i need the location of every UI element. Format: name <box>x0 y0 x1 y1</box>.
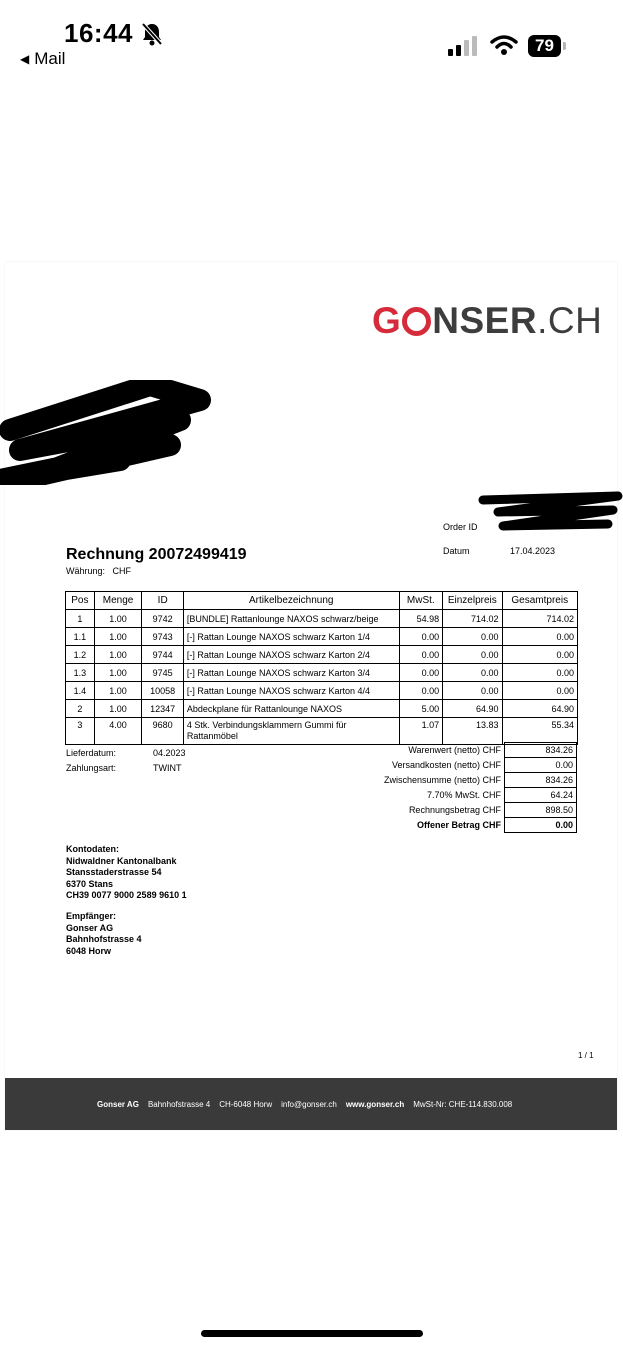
invoice-footer: Gonser AG Bahnhofstrasse 4 CH-6048 Horw info@gonser.ch www.gonser.ch MwSt-Nr: CHE-114.830.008 <box>5 1078 617 1130</box>
table-row: 1.3 1.00 9745 [-] Rattan Lounge NAXOS schwarz Karton 3/4 0.00 0.00 0.00 <box>66 664 578 682</box>
totals-row-open-amount: Offener Betrag CHF 0.00 <box>370 818 577 833</box>
zahlungsart-label: Zahlungsart: <box>66 763 117 773</box>
col-header: Einzelpreis <box>443 592 502 610</box>
back-to-mail-button[interactable] <box>20 49 65 69</box>
col-header: Pos <box>66 592 95 610</box>
order-id-label: Order ID <box>443 522 478 532</box>
table-row: 2 1.00 12347 Abdeckplane für Rattanlounge NAXOS 5.00 64.90 64.90 <box>66 700 578 718</box>
wifi-icon <box>490 34 518 56</box>
table-row: 1.1 1.00 9743 [-] Rattan Lounge NAXOS schwarz Karton 1/4 0.00 0.00 0.00 <box>66 628 578 646</box>
lieferdatum-value: 04.2023 <box>153 748 186 758</box>
zahlungsart-value: TWINT <box>153 763 182 773</box>
col-header: Artikelbezeichnung <box>183 592 399 610</box>
table-row: 1.2 1.00 9744 [-] Rattan Lounge NAXOS schwarz Karton 2/4 0.00 0.00 0.00 <box>66 646 578 664</box>
totals-row: Rechnungsbetrag CHF 898.50 <box>370 803 577 818</box>
cellular-signal-icon <box>448 36 478 56</box>
table-row: 1 1.00 9742 [BUNDLE] Rattanlounge NAXOS schwarz/beige 54.98 714.02 714.02 <box>66 610 578 628</box>
currency-line: Währung: CHF <box>66 566 132 576</box>
back-label: Mail <box>34 49 66 68</box>
table-row: 3 4.00 9680 4 Stk. Verbindungsklammern Gummi für Rattanmöbel 1.07 13.83 55.34 <box>66 718 578 745</box>
col-header: MwSt. <box>399 592 443 610</box>
gonser-logo: G NSER.CH <box>372 300 603 341</box>
recipient-details: Empfänger: Gonser AG Bahnhofstrasse 4 6048 Horw <box>66 911 142 956</box>
home-indicator[interactable] <box>201 1330 423 1337</box>
totals-row: Versandkosten (netto) CHF 0.00 <box>370 758 577 773</box>
bank-details: Kontodaten: Nidwaldner Kantonalbank Stansstaderstrasse 54 6370 Stans CH39 0077 9000 2589 9610 1 <box>66 844 187 900</box>
lieferdatum-label: Lieferdatum: <box>66 748 117 758</box>
redaction-scribble <box>0 380 215 485</box>
invoice-items-table <box>65 591 578 745</box>
totals-row: 7.70% MwSt. CHF 64.24 <box>370 788 577 803</box>
bell-muted-icon <box>141 22 163 46</box>
datum-value: 17.04.2023 <box>510 546 556 556</box>
datum-label: Datum <box>443 546 470 556</box>
battery-level: 79 <box>528 35 561 57</box>
back-arrow-icon: ◀ <box>20 52 30 66</box>
redaction-scribble <box>478 490 623 535</box>
battery-icon <box>528 35 566 57</box>
totals-table <box>370 742 577 833</box>
col-header: Menge <box>94 592 142 610</box>
totals-row: Zwischensumme (netto) CHF 834.26 <box>370 773 577 788</box>
invoice-title: Rechnung 20072499419 <box>66 546 247 563</box>
col-header: Gesamtpreis <box>502 592 578 610</box>
totals-row: Warenwert (netto) CHF 834.26 <box>370 743 577 758</box>
table-row: 1.4 1.00 10058 [-] Rattan Lounge NAXOS schwarz Karton 4/4 0.00 0.00 0.00 <box>66 682 578 700</box>
status-time: 16:44 <box>64 18 133 48</box>
col-header: ID <box>142 592 183 610</box>
page-number: 1 / 1 <box>578 1051 594 1060</box>
